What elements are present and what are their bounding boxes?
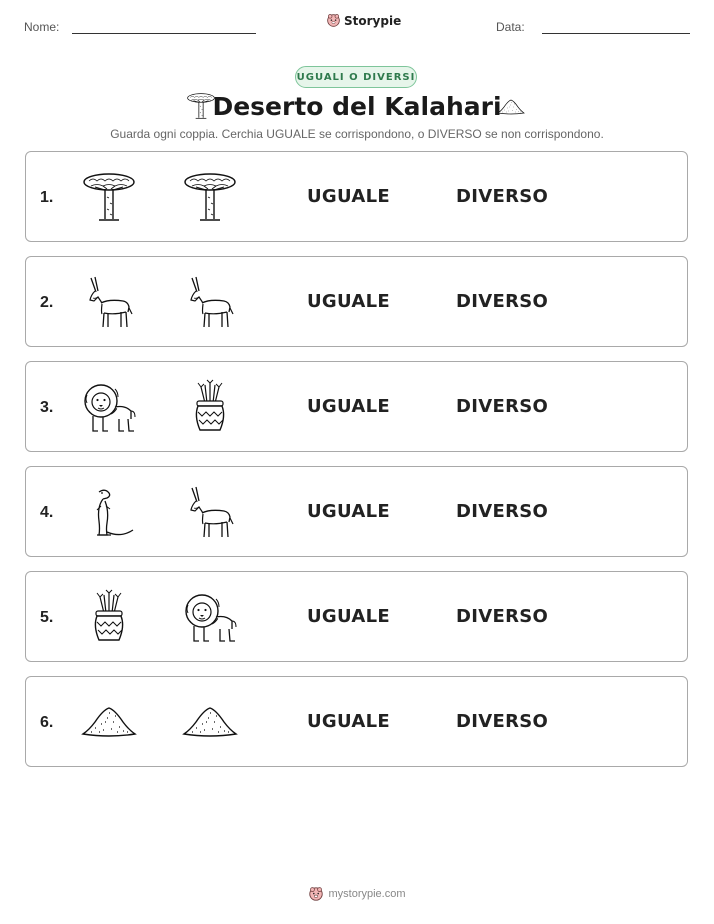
- option-different[interactable]: DIVERSO: [456, 396, 549, 417]
- option-different[interactable]: DIVERSO: [456, 711, 549, 732]
- gemsbok-icon: [182, 484, 238, 540]
- option-same[interactable]: UGUALE: [307, 291, 390, 312]
- name-field-line: [72, 33, 256, 34]
- activity-badge: UGUALI O DIVERSI: [295, 66, 417, 88]
- name-label: Nome:: [24, 20, 60, 34]
- exercise-row: [25, 466, 688, 557]
- lion-icon: [182, 589, 238, 645]
- row-number: 2.: [40, 294, 54, 311]
- brand-name: Storypie: [344, 13, 402, 28]
- date-field-line: [542, 33, 690, 34]
- exercise-row: [25, 676, 688, 767]
- storypie-logo-icon: [308, 886, 324, 902]
- exercise-row: [25, 256, 688, 347]
- row-number: 5.: [40, 609, 54, 626]
- option-different[interactable]: DIVERSO: [456, 291, 549, 312]
- option-same[interactable]: UGUALE: [307, 396, 390, 417]
- option-same[interactable]: UGUALE: [307, 606, 390, 627]
- row-number: 6.: [40, 714, 54, 731]
- instructions: Guarda ogni coppia. Cerchia UGUALE se corrispondono, o DIVERSO se non corrispondono.: [110, 127, 604, 141]
- option-different[interactable]: DIVERSO: [456, 186, 549, 207]
- meerkat-icon: [81, 484, 137, 540]
- row-number: 4.: [40, 504, 54, 521]
- gemsbok-icon: [81, 274, 137, 330]
- sand-pile-icon: [182, 694, 238, 750]
- date-label: Data:: [496, 20, 525, 34]
- sand-pile-icon: [495, 93, 527, 121]
- option-same[interactable]: UGUALE: [307, 186, 390, 207]
- brand: [326, 13, 401, 28]
- arrow-quiver-pot-icon: [81, 589, 137, 645]
- option-same[interactable]: UGUALE: [307, 711, 390, 732]
- baobab-tree-icon: [81, 169, 137, 225]
- option-different[interactable]: DIVERSO: [456, 501, 549, 522]
- lion-icon: [81, 379, 137, 435]
- worksheet-header: [0, 0, 714, 50]
- exercise-row: [25, 361, 688, 452]
- storypie-logo-icon: [326, 13, 341, 28]
- baobab-tree-icon: [182, 169, 238, 225]
- footer-url[interactable]: mystorypie.com: [328, 888, 406, 900]
- row-number: 1.: [40, 189, 54, 206]
- exercise-row: [25, 151, 688, 242]
- arrow-quiver-pot-icon: [182, 379, 238, 435]
- exercise-row: [25, 571, 688, 662]
- sand-pile-icon: [81, 694, 137, 750]
- option-different[interactable]: DIVERSO: [456, 606, 549, 627]
- footer: [0, 886, 714, 902]
- row-number: 3.: [40, 399, 54, 416]
- page-title: Deserto del Kalahari: [212, 92, 502, 121]
- gemsbok-icon: [182, 274, 238, 330]
- option-same[interactable]: UGUALE: [307, 501, 390, 522]
